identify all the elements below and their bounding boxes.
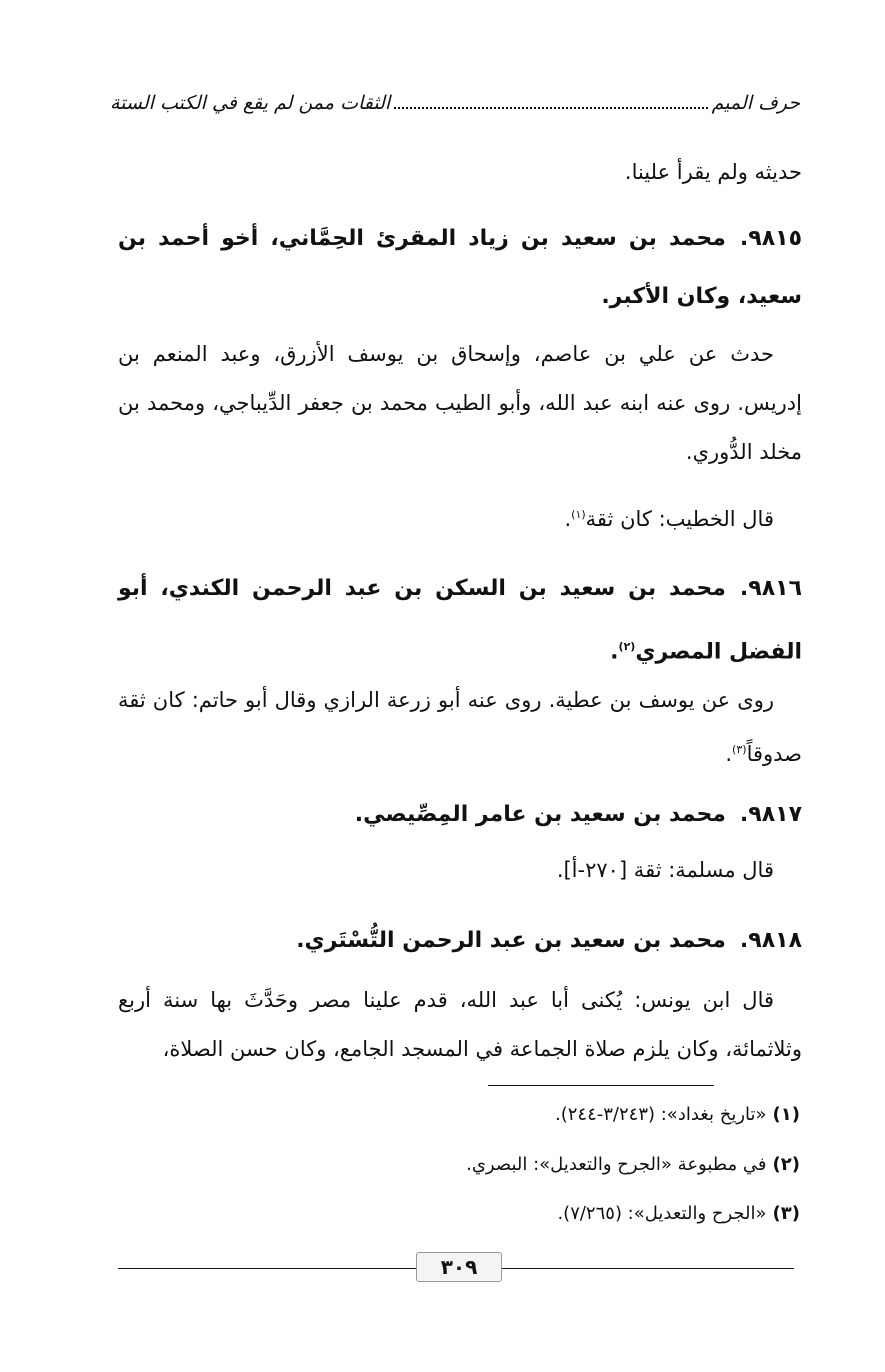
entry-name: محمد بن سعيد بن عامر المِصِّيصي. [354,802,726,827]
entry-name: محمد بن سعيد بن عبد الرحمن التُّسْتَري. [296,928,726,953]
header-title: الثقات ممن لم يقع في الكتب الستة [110,92,391,114]
header-chapter: حرف الميم [711,92,800,114]
footnote-text: «تاريخ بغداد»: (٣/٢٤٣-٢٤٤). [554,1104,767,1125]
footnote-number: (٢) [772,1154,800,1175]
entry-heading [118,912,802,970]
footer-rule-right [500,1268,794,1269]
entry-number: ٩٨١٨. [739,928,802,953]
entry-heading [118,560,802,681]
footnote-number: (١) [772,1104,800,1125]
footnote [300,1152,800,1178]
footnote-ref: (٢) [618,640,636,653]
entry-heading [118,210,802,326]
entry-number: ٩٨١٦. [739,576,802,601]
footnote [300,1102,800,1128]
entry-paragraph: حدث عن علي بن عاصم، وإسحاق بن يوسف الأزرق، وعبد المنعم بن إدريس. روى عنه ابنه عبد الله، وأبو الطيب محمد بن جعفر الدِّيباجي، ومحمد بن مخلد الدُّوري. [118,342,802,464]
footnote-number: (٣) [772,1203,800,1224]
entry-paragraph: قال مسلمة: ثقة [٢٧٠-أ]. [556,858,774,882]
running-header [110,92,800,114]
header-dots [394,107,707,109]
footnote-text: «الجرح والتعديل»: (٧/٢٦٥). [557,1203,767,1224]
entry-number: ٩٨١٥. [739,226,802,251]
entry-name: محمد بن سعيد بن زياد المقرئ الحِمَّاني، أخو أحمد بن سعيد، وكان الأكبر. [118,226,802,309]
entry-name: محمد بن سعيد بن السكن بن عبد الرحمن الكندي، أبو الفضل المصري [118,576,802,665]
footnote [300,1201,800,1227]
entry-paragraph [118,676,802,779]
entry-paragraph: قال ابن يونس: يُكنى أبا عبد الله، قدم علينا مصر وحَدَّثَ بها سنة أربع وثلاثمائة، وكان يلزم صلاة الجماعة في المسجد الجامع، وكان حسن الصلاة، [118,988,802,1061]
entry-paragraph [118,490,802,544]
paragraph-end: . [564,507,572,531]
paragraph-text: قال الخطيب: كان ثقة [585,507,774,531]
footnote-ref: (١) [571,508,586,521]
paragraph-text: روى عن يوسف بن عطية. روى عنه أبو زرعة الرازي وقال أبو حاتم: كان ثقة صدوقاً [118,688,802,766]
footnote-divider [488,1085,714,1086]
footer-rule-left [118,1268,416,1269]
continuation-text: حديثه ولم يقرأ علينا. [624,160,802,184]
paragraph-end: . [725,742,733,766]
entry-number: ٩٨١٧. [739,802,802,827]
footnote-ref: (٣) [732,743,747,756]
page-number: ٣٠٩ [416,1252,502,1282]
entry-heading [118,786,802,844]
entry-name-end: . [610,639,619,665]
footnote-text: في مطبوعة «الجرح والتعديل»: البصري. [466,1154,767,1175]
